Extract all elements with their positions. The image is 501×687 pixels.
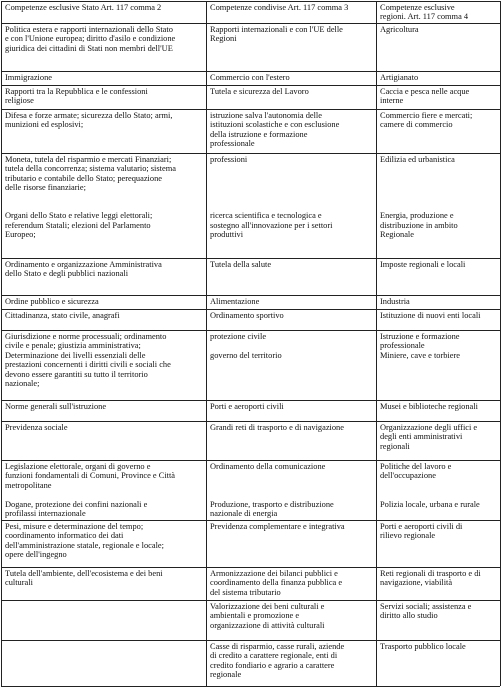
column-divider bbox=[376, 1, 377, 686]
table-cell: Istruzione e formazione professionale Miniere, cave e torbiere bbox=[380, 332, 460, 360]
table-cell: Ordinamento della comunicazione Produzione, trasporto e distribuzione nazionale di energia bbox=[210, 462, 334, 519]
table-cell: Tutela e sicurezza del Lavoro bbox=[210, 87, 309, 96]
row-divider bbox=[1, 1, 500, 2]
table-cell: Pesi, misure e determinazione del tempo; coordinamento informatico dei dati dell'amministrazione statale, regionale e locale; opere dell'ingegno bbox=[5, 522, 164, 560]
table-cell: Valorizzazione dei beni culturali e ambientali e promozione e organizzazione di attività culturali bbox=[210, 602, 325, 630]
table-cell: Ordinamento sportivo bbox=[210, 311, 284, 320]
row-divider bbox=[1, 640, 500, 641]
row-divider bbox=[1, 460, 500, 461]
table-cell: Politiche del lavoro e dell'occupazione Polizia locale, urbana e rurale bbox=[380, 462, 480, 509]
column-divider bbox=[1, 1, 2, 686]
row-divider bbox=[1, 153, 500, 154]
table-cell: Caccia e pesca nelle acque interne bbox=[380, 87, 470, 106]
table-cell: Immigrazione bbox=[5, 73, 52, 82]
row-divider bbox=[1, 421, 500, 422]
table-cell: professioni ricerca scientifica e tecnologica e sostegno all'innovazione per i settori produttivi bbox=[210, 155, 333, 240]
table-cell: protezione civile governo del territorio bbox=[210, 332, 282, 360]
table-cell: Trasporto pubblico locale bbox=[380, 642, 466, 651]
column-divider bbox=[206, 1, 207, 686]
table-cell: Servizi sociali; assistenza e diritto allo studio bbox=[380, 602, 472, 621]
table-cell: Commercio con l'estero bbox=[210, 73, 290, 82]
table-cell: Tutela della salute bbox=[210, 260, 272, 269]
table-cell: Rapporti tra la Repubblica e le confessioni religiose bbox=[5, 87, 148, 106]
table-cell: Norme generali sull'istruzione bbox=[5, 402, 107, 411]
table-cell: Previdenza sociale bbox=[5, 423, 68, 432]
row-divider bbox=[1, 309, 500, 310]
table-cell: Casse di risparmio, casse rurali, aziende di credito a carattere regionale, enti di credito fondiario e agrario a carattere regionale bbox=[210, 642, 345, 680]
table-cell: Istituzione di nuovi enti locali bbox=[380, 311, 481, 320]
row-divider bbox=[1, 520, 500, 521]
row-divider bbox=[1, 295, 500, 296]
table-cell: Ordinamento e organizzazione Amministrativa dello Stato e degli pubblici nazionali bbox=[5, 260, 162, 279]
row-divider bbox=[1, 85, 500, 86]
table-cell: Edilizia ed urbanistica Energia, produzione e distribuzione in ambito Regionale bbox=[380, 155, 458, 240]
row-divider bbox=[1, 567, 500, 568]
table-cell: Alimentazione bbox=[210, 297, 260, 306]
row-divider bbox=[1, 109, 500, 110]
table-cell: Porti e aeroporti civili di rilievo regionale bbox=[380, 522, 463, 541]
table-cell: Previdenza complementare e integrativa bbox=[210, 522, 345, 531]
table-cell: Armonizzazione dei bilanci pubblici e coordinamento della finanza pubblica e del sistema tributario bbox=[210, 569, 343, 597]
table-cell: Industria bbox=[380, 297, 410, 306]
table-cell: Musei e biblioteche regionali bbox=[380, 402, 478, 411]
table-cell: Organizzazione degli uffici e degli enti amministrativi regionali bbox=[380, 423, 478, 451]
table-cell: Cittadinanza, stato civile, anagrafi bbox=[5, 311, 120, 320]
table-cell: Legislazione elettorale, organi di governo e funzioni fondamentali di Comuni, Province e Città metropolitane Dogane, protezione dei confini nazionali e profilassi internazionale bbox=[5, 462, 176, 519]
table-cell: Rapporti internazionali e con l'UE delle Regioni bbox=[210, 25, 343, 44]
row-divider bbox=[1, 400, 500, 401]
table-cell: istruzione salva l'autonomia delle istituzioni scolastiche e con esclusione della istruzione e formazione professionale bbox=[210, 111, 340, 149]
table-cell: Commercio fiere e mercati; camere di commercio bbox=[380, 111, 473, 130]
row-divider bbox=[1, 600, 500, 601]
row-divider bbox=[1, 23, 500, 24]
table-cell: Giurisdizione e norme processuali; ordinamento civile e penale; giustizia amministrativa; Determinazione dei livelli essenziali delle prestazioni concernenti i diritti civili e sociali che devono essere garantiti su tutto il territorio nazionale; bbox=[5, 332, 171, 389]
row-divider bbox=[1, 258, 500, 259]
header-cell: Competenze condivise Art. 117 comma 3 bbox=[210, 3, 349, 12]
table-cell: Ordine pubblico e sicurezza bbox=[5, 297, 99, 306]
table-cell: Moneta, tutela del risparmio e mercati Finanziari; tutela della concorrenza; sistema valutario; sistema tributario e contabile dello Stato; perequazione delle risorse finanziarie; Organi dello Stato e relative leggi elettorali; referendum Statali; elezioni del Parlamento Europeo; bbox=[5, 155, 176, 240]
row-divider bbox=[1, 71, 500, 72]
table-cell: Grandi reti di trasporto e di navigazione bbox=[210, 423, 344, 432]
table-cell: Difesa e forze armate; sicurezza dello Stato; armi, munizioni ed esplosivi; bbox=[5, 111, 173, 130]
table-cell: Tutela dell'ambiente, dell'ecosistema e dei beni culturali bbox=[5, 569, 163, 588]
table-cell: Politica estera e rapporti internazionali dello Stato e con l'Unione europea; diritto d'asilo e condizione giuridica dei cittadini di Stati non membri dell'UE bbox=[5, 25, 176, 53]
table-cell: Imposte regionali e locali bbox=[380, 260, 466, 269]
table-cell: Agricoltura bbox=[380, 25, 419, 34]
header-cell: Competenze esclusive regioni. Art. 117 comma 4 bbox=[380, 3, 469, 22]
row-divider bbox=[1, 330, 500, 331]
table-cell: Reti regionali di trasporto e di navigazione, viabilità bbox=[380, 569, 481, 588]
table-cell: Porti e aeroporti civili bbox=[210, 402, 284, 411]
table-cell: Artigianato bbox=[380, 73, 419, 82]
header-cell: Competenze esclusive Stato Art. 117 comma 2 bbox=[5, 3, 162, 12]
